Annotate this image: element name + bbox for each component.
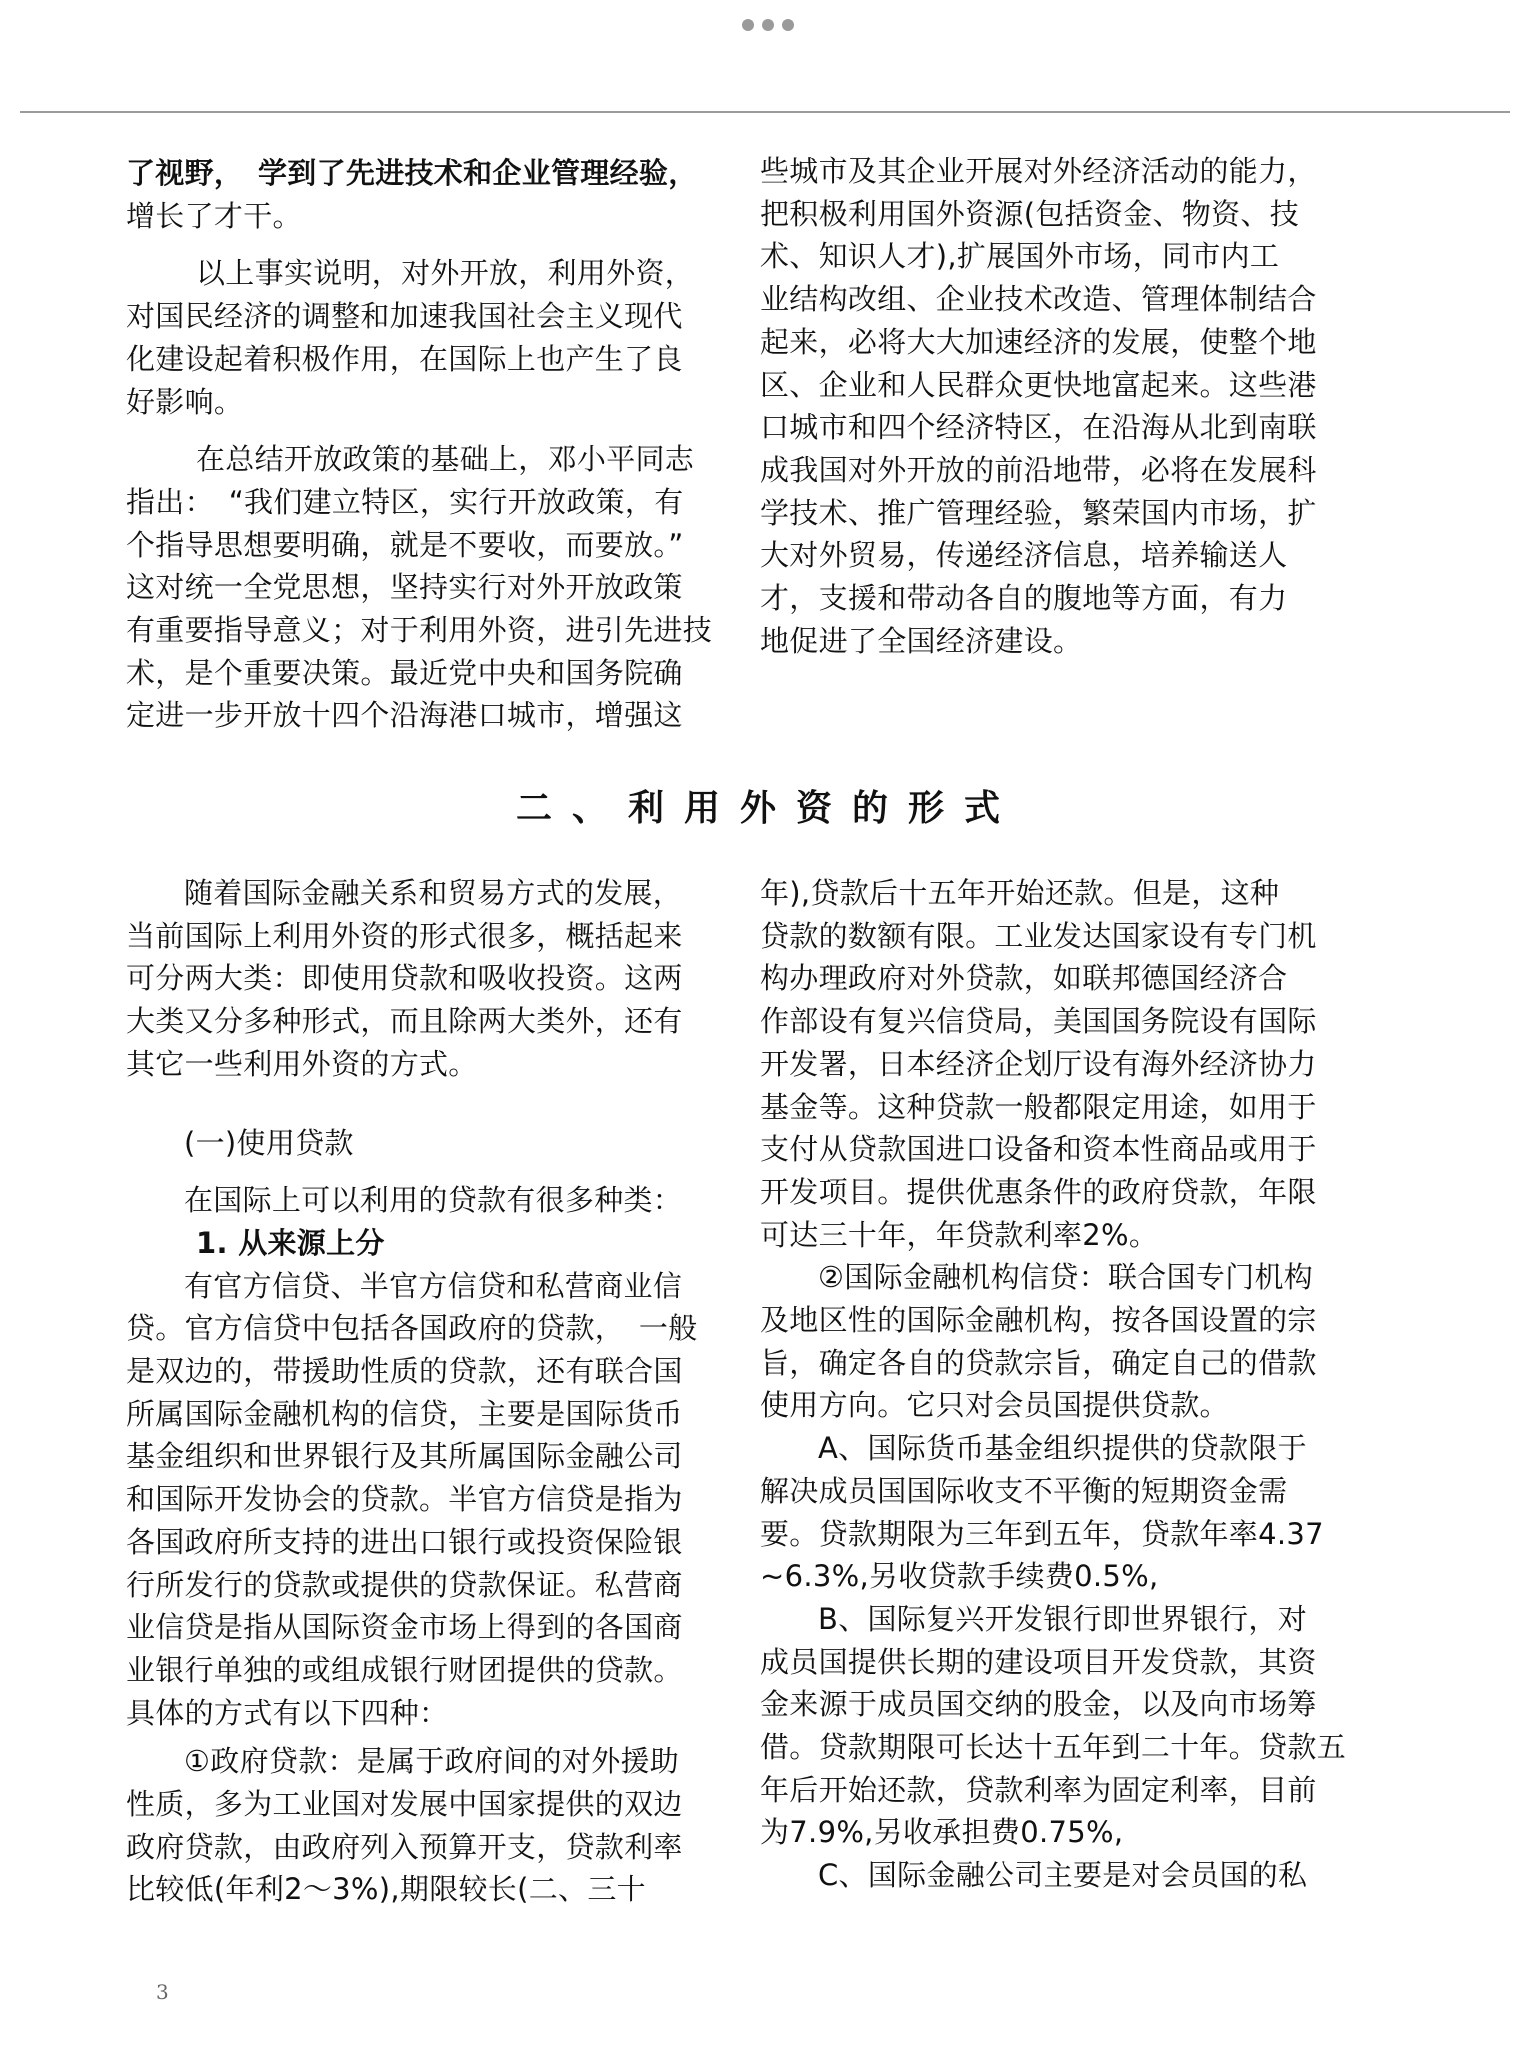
text-line-indent (760, 1256, 1340, 1299)
text-line: 指出： “我们建立特区，实行开放政策，有 (126, 484, 684, 519)
top-right-column (760, 150, 1340, 662)
text-line: 有官方信贷、半官方信贷和私营商业信 (184, 1268, 683, 1303)
subsection-heading (126, 1122, 706, 1165)
text-line: ~6.3%,另收贷款手续费0.5%, (760, 1559, 1159, 1594)
text-line: 业结构改组、企业技术改造、管理体制结合 (760, 282, 1317, 317)
text-line: 借。贷款期限可长达十五年到二十年。贷款五 (760, 1730, 1347, 1765)
text-line: 地促进了全国经济建设。 (760, 623, 1083, 658)
bottom-right-column (760, 872, 1347, 1897)
text-line: 成员国提供长期的建设项目开发贷款，其资 (760, 1644, 1317, 1679)
text-line: 可分两大类：即使用贷款和吸收投资。这两 (126, 961, 683, 996)
text-line: 贷。官方信贷中包括各国政府的贷款， 一般 (126, 1311, 698, 1346)
text-line: 化建设起着积极作用，在国际上也产生了良 (126, 341, 683, 376)
numbered-heading (126, 1222, 706, 1265)
text-line: 口城市和四个经济特区，在沿海从北到南联 (760, 410, 1317, 445)
text-line: 及地区性的国际金融机构，按各国设置的宗 (760, 1303, 1317, 1338)
text-line: 以上事实说明，对外开放，利用外资， (196, 256, 695, 291)
text-line: 支付从贷款国进口设备和资本性商品或用于 (760, 1132, 1317, 1167)
text-line: 所属国际金融机构的信贷，主要是国际货币 (126, 1396, 683, 1431)
text-line-indent (126, 1740, 706, 1783)
text-line: 有重要指导意义；对于利用外资，进引先进技 (126, 613, 713, 648)
text-line: (一)使用贷款 (184, 1125, 354, 1160)
text-line-bold: 了视野， 学到了先进技术和企业管理经验， (126, 156, 698, 190)
text-line: ①政府贷款：是属于政府间的对外援助 (184, 1744, 680, 1779)
text-line: 在国际上可以利用的贷款有很多种类： (184, 1183, 683, 1218)
text-line: 成我国对外开放的前沿地带，必将在发展科 (760, 452, 1317, 487)
text-line: 使用方向。它只对会员国提供贷款。 (760, 1388, 1229, 1423)
text-line: 业信贷是指从国际资金市场上得到的各国商 (126, 1610, 683, 1645)
text-line: 在总结开放政策的基础上，邓小平同志 (196, 442, 695, 477)
top-bar (0, 0, 1536, 114)
text-line: 其它一些利用外资的方式。 (126, 1046, 478, 1081)
text-line: 各国政府所支持的进出口银行或投资保险银 (126, 1524, 683, 1559)
dot (742, 19, 754, 31)
text-line-indent (760, 1598, 1340, 1641)
text-line: 是双边的，带援助性质的贷款，还有联合国 (126, 1354, 683, 1389)
text-line: A、国际货币基金组织提供的贷款限于 (818, 1431, 1307, 1466)
text-line-indent (126, 252, 706, 295)
text-line-indent (760, 1427, 1340, 1470)
text-line: 才，支援和带动各自的腹地等方面，有力 (760, 581, 1288, 616)
text-line: 大对外贸易，传递经济信息，培养输送人 (760, 538, 1288, 573)
text-line: 旨，确定各自的贷款宗旨，确定自己的借款 (760, 1345, 1317, 1380)
text-line: 起来，必将大大加速经济的发展，使整个地 (760, 324, 1317, 359)
text-line: 要。贷款期限为三年到五年，贷款年率4.37 (760, 1516, 1324, 1551)
more-horizontal-icon[interactable] (742, 16, 794, 34)
text-line: 政府贷款，由政府列入预算开支，贷款利率 (126, 1829, 683, 1864)
text-line: 行所发行的贷款或提供的贷款保证。私营商 (126, 1567, 683, 1602)
text-line-indent (760, 1854, 1340, 1897)
header-divider (20, 111, 1510, 113)
text-line: 这对统一全党思想，坚持实行对外开放政策 (126, 570, 683, 605)
text-line: 当前国际上利用外资的形式很多，概括起来 (126, 918, 683, 953)
text-line: 大类又分多种形式，而且除两大类外，还有 (126, 1004, 683, 1039)
text-line: 年后开始还款，贷款利率为固定利率，目前 (760, 1772, 1317, 1807)
text-line: 对国民经济的调整和加速我国社会主义现代 (126, 299, 683, 334)
text-line-indent (126, 438, 706, 481)
text-line: 好影响。 (126, 384, 244, 419)
text-line: 随着国际金融关系和贸易方式的发展， (184, 876, 683, 910)
text-line: ②国际金融机构信贷：联合国专门机构 (818, 1260, 1314, 1295)
text-line: 开发项目。提供优惠条件的政府贷款，年限 (760, 1174, 1317, 1209)
text-line: 和国际开发协会的贷款。半官方信贷是指为 (126, 1482, 683, 1517)
text-line: 术，是个重要决策。最近党中央和国务院确 (126, 655, 683, 690)
section-title: 二、利用外资的形式 (515, 788, 1020, 829)
text-line: B、国际复兴开发银行即世界银行，对 (818, 1601, 1307, 1636)
text-line: 些城市及其企业开展对外经济活动的能力， (760, 154, 1317, 188)
text-line: 学技术、推广管理经验，繁荣国内市场，扩 (760, 495, 1317, 530)
text-line: 年),贷款后十五年开始还款。但是，这种 (760, 876, 1280, 910)
text-line: 比较低(年利2～3%),期限较长(二、三十 (126, 1872, 646, 1907)
text-line: 作部设有复兴信贷局，美国国务院设有国际 (760, 1004, 1317, 1039)
text-line: 开发署，日本经济企划厅设有海外经济协力 (760, 1046, 1317, 1081)
dot (782, 19, 794, 31)
text-line: 基金组织和世界银行及其所属国际金融公司 (126, 1439, 683, 1474)
text-line-indent (126, 1265, 706, 1308)
text-line: 个指导思想要明确，就是不要收，而要放。” (126, 527, 684, 562)
text-line: 具体的方式有以下四种： (126, 1695, 449, 1730)
text-line: 为7.9%,另收承担费0.75%, (760, 1815, 1124, 1850)
text-line: 区、企业和人民群众更快地富起来。这些港 (760, 367, 1317, 402)
bottom-left-column (126, 872, 706, 1911)
text-line: 可达三十年，年贷款利率2%。 (760, 1217, 1159, 1252)
text-line-bold: 1. 从来源上分 (196, 1225, 385, 1260)
text-line-indent (126, 872, 706, 915)
text-line: 术、知识人才),扩展国外市场，同市内工 (760, 239, 1280, 274)
text-line: C、国际金融公司主要是对会员国的私 (818, 1858, 1308, 1893)
text-line: 构办理政府对外贷款，如联邦德国经济合 (760, 961, 1288, 996)
top-left-column (126, 152, 713, 737)
text-line: 业银行单独的或组成银行财团提供的贷款。 (126, 1652, 683, 1687)
text-line (126, 152, 706, 195)
text-line: 金来源于成员国交纳的股金，以及向市场筹 (760, 1687, 1317, 1722)
page-number: 3 (156, 1980, 169, 2004)
text-line: 性质，多为工业国对发展中国家提供的双边 (126, 1787, 683, 1822)
dot (762, 19, 774, 31)
text-line-indent (126, 1179, 706, 1222)
text-line: 贷款的数额有限。工业发达国家设有专门机 (760, 918, 1317, 953)
text-line: 解决成员国国际收支不平衡的短期资金需 (760, 1473, 1288, 1508)
text-line: 基金等。这种贷款一般都限定用途，如用于 (760, 1089, 1317, 1124)
text-line: 定进一步开放十四个沿海港口城市，增强这 (126, 698, 683, 733)
text-line: 增长了才干。 (126, 198, 302, 233)
text-line: 把积极利用国外资源(包括资金、物资、技 (760, 196, 1300, 231)
